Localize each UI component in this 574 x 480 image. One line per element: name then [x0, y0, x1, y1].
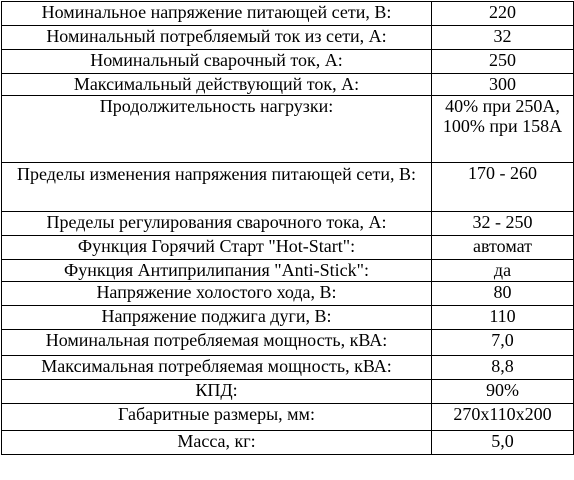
parameter-cell: Габаритные размеры, мм:	[2, 404, 432, 431]
table-row	[2, 431, 574, 455]
value-cell: 80	[432, 282, 574, 306]
value-cell: 32 - 250	[432, 212, 574, 236]
table-row	[2, 212, 574, 236]
table-row	[2, 356, 574, 380]
value-cell: 300	[432, 74, 574, 96]
table-row	[2, 163, 574, 212]
value-cell: автомат	[432, 236, 574, 260]
value-cell: да	[432, 260, 574, 282]
value-cell: 110	[432, 306, 574, 330]
value-cell: 7,0	[432, 330, 574, 356]
parameter-cell: Напряжение поджига дуги, В:	[2, 306, 432, 330]
parameter-cell: Номинальный потребляемый ток из сети, А:	[2, 26, 432, 50]
value-cell: 170 - 260	[432, 163, 574, 212]
value-cell: 220	[432, 2, 574, 26]
parameter-cell: Продолжительность нагрузки:	[2, 96, 432, 163]
parameter-cell: Номинальное напряжение питающей сети, В:	[2, 2, 432, 26]
table-row	[2, 236, 574, 260]
specifications-table-body	[2, 2, 574, 455]
table-row	[2, 2, 574, 26]
table-row	[2, 26, 574, 50]
parameter-cell: Максимальная потребляемая мощность, кВА:	[2, 356, 432, 380]
parameter-cell: Функция Антиприлипания "Anti-Stick":	[2, 260, 432, 282]
table-row	[2, 74, 574, 96]
table-row	[2, 330, 574, 356]
parameter-cell: Пределы изменения напряжения питающей сети, В:	[2, 163, 432, 212]
value-cell: 5,0	[432, 431, 574, 455]
table-row	[2, 260, 574, 282]
parameter-cell: Номинальный сварочный ток, А:	[2, 50, 432, 74]
value-cell: 32	[432, 26, 574, 50]
parameter-cell: Напряжение холостого хода, В:	[2, 282, 432, 306]
specifications-table	[1, 1, 574, 455]
table-row	[2, 50, 574, 74]
table-row	[2, 306, 574, 330]
table-row	[2, 282, 574, 306]
value-cell: 250	[432, 50, 574, 74]
value-cell: 40% при 250А, 100% при 158А	[432, 96, 574, 163]
parameter-cell: Номинальная потребляемая мощность, кВА:	[2, 330, 432, 356]
parameter-cell: Пределы регулирования сварочного тока, А:	[2, 212, 432, 236]
parameter-cell: Максимальный действующий ток, А:	[2, 74, 432, 96]
parameter-cell: КПД:	[2, 380, 432, 404]
value-cell: 8,8	[432, 356, 574, 380]
parameter-cell: Функция Горячий Старт "Hot-Start":	[2, 236, 432, 260]
table-row	[2, 404, 574, 431]
table-row	[2, 380, 574, 404]
table-row	[2, 96, 574, 163]
value-cell: 270x110x200	[432, 404, 574, 431]
value-cell: 90%	[432, 380, 574, 404]
parameter-cell: Масса, кг:	[2, 431, 432, 455]
